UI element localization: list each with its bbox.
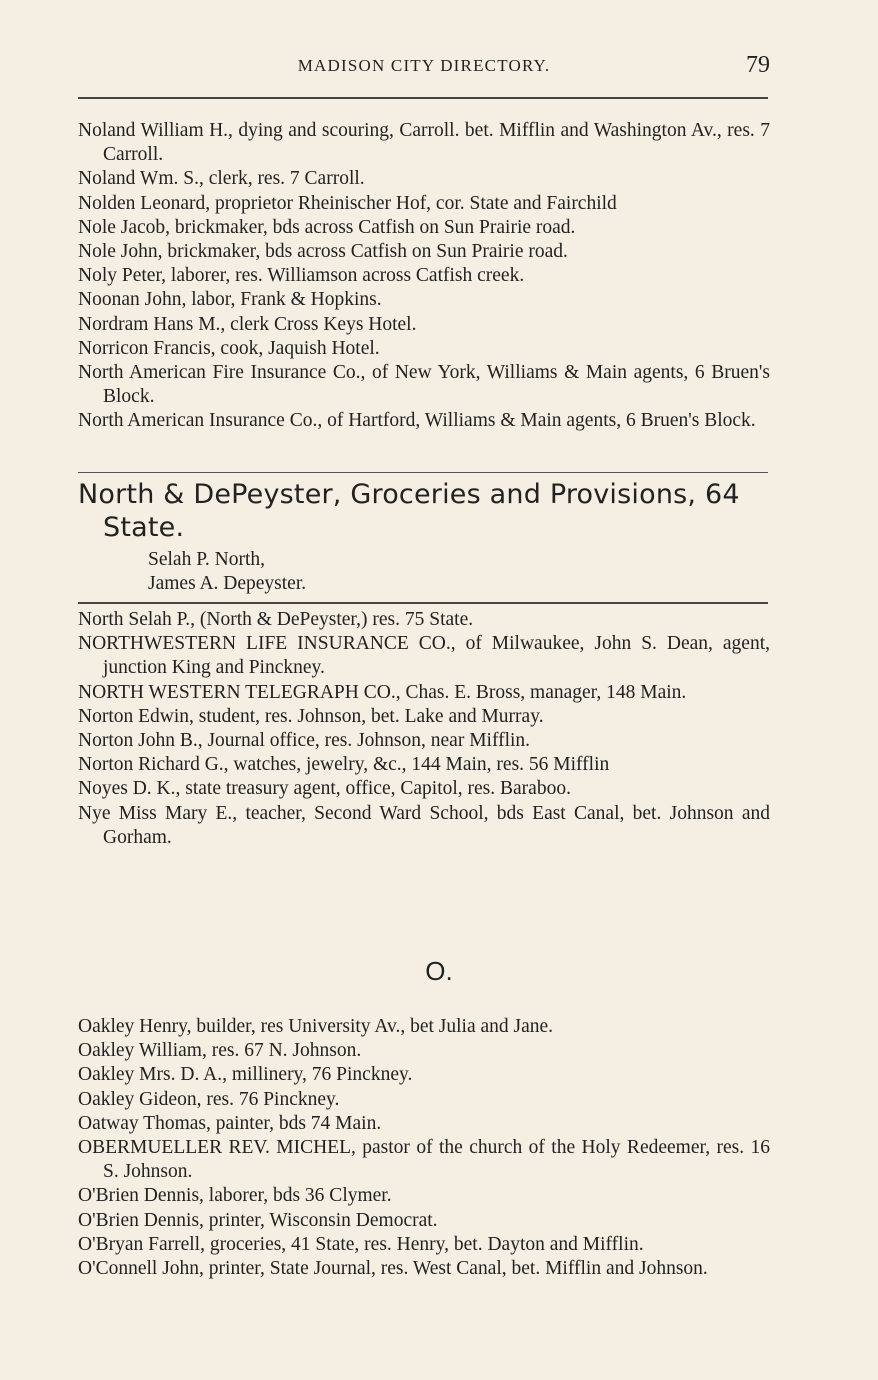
directory-entry: Nordram Hans M., clerk Cross Keys Hotel. bbox=[78, 313, 417, 335]
directory-entry: Noyes D. K., state treasury agent, office, Capitol, res. Baraboo. bbox=[78, 778, 571, 800]
directory-entry: OBERMUELLER REV. MICHEL, pastor of the church of the Holy Redeemer, res. 16 S. Johnson. bbox=[78, 1137, 770, 1183]
directory-entry: NORTHWESTERN LIFE INSURANCE CO., of Milwaukee, John S. Dean, agent, junction King and Pinckney. bbox=[78, 633, 770, 679]
directory-entry: Nole John, brickmaker, bds across Catfish on Sun Prairie road. bbox=[78, 241, 568, 263]
entries-n2-list bbox=[78, 608, 770, 850]
directory-entry: O'Brien Dennis, laborer, bds 36 Clymer. bbox=[78, 1185, 392, 1207]
directory-entry: Nye Miss Mary E., teacher, Second Ward School, bds East Canal, bet. Johnson and Gorham. bbox=[78, 802, 770, 848]
directory-entry: Nole Jacob, brickmaker, bds across Catfish on Sun Prairie road. bbox=[78, 216, 576, 238]
directory-entry: North Selah P., (North & DePeyster,) res. 75 State. bbox=[78, 609, 474, 630]
directory-entry: O'Brien Dennis, printer, Wisconsin Democrat. bbox=[78, 1209, 438, 1231]
section-heading-o: O. bbox=[425, 956, 453, 986]
directory-entry: North American Fire Insurance Co., of New York, Williams & Main agents, 6 Bruen's Block. bbox=[78, 362, 770, 408]
page-header bbox=[78, 52, 770, 82]
running-head: MADISON CITY DIRECTORY. bbox=[297, 56, 551, 75]
advert-bottom-rule bbox=[78, 602, 768, 604]
directory-entry: Norricon Francis, cook, Jaquish Hotel. bbox=[78, 337, 380, 359]
directory-entry: Nolden Leonard, proprietor Rheinischer Hof, cor. State and Fairchild bbox=[78, 192, 617, 214]
directory-entry: Noland William H., dying and scouring, Carroll. bet. Mifflin and Washington Av., res. 7 Carroll. bbox=[78, 120, 770, 166]
advertisement bbox=[78, 478, 770, 596]
directory-entry: Oakley William, res. 67 N. Johnson. bbox=[78, 1040, 362, 1062]
directory-entry: NORTH WESTERN TELEGRAPH CO., Chas. E. Bross, manager, 148 Main. bbox=[78, 681, 687, 703]
advert-partner: James A. Depeyster. bbox=[148, 573, 307, 594]
directory-entry: Oakley Henry, builder, res University Av., bet Julia and Jane. bbox=[78, 1016, 554, 1037]
header-rule bbox=[78, 97, 768, 99]
entries-o-list bbox=[78, 1015, 770, 1281]
directory-entry: North American Insurance Co., of Hartford, Williams & Main agents, 6 Bruen's Block. bbox=[78, 410, 756, 432]
advert-top-rule bbox=[78, 472, 768, 473]
directory-entry: O'Connell John, printer, State Journal, res. West Canal, bet. Mifflin and Johnson. bbox=[78, 1258, 708, 1280]
advert-title: North & DePeyster, Groceries and Provisions, 64 State. bbox=[78, 479, 740, 543]
directory-entry: Norton Richard G., watches, jewelry, &c., 144 Main, res. 56 Mifflin bbox=[78, 754, 610, 776]
advert-partner: Selah P. North, bbox=[148, 549, 265, 570]
directory-entry: Norton Edwin, student, res. Johnson, bet. Lake and Murray. bbox=[78, 705, 544, 727]
entries-n-list bbox=[78, 119, 770, 434]
directory-entry: Norton John B., Journal office, res. Johnson, near Mifflin. bbox=[78, 730, 531, 752]
directory-entry: Oatway Thomas, painter, bds 74 Main. bbox=[78, 1112, 382, 1134]
directory-entry: Noonan John, labor, Frank & Hopkins. bbox=[78, 289, 382, 311]
directory-entry: Oakley Mrs. D. A., millinery, 76 Pinckney. bbox=[78, 1064, 413, 1086]
directory-entry: Noly Peter, laborer, res. Williamson across Catfish creek. bbox=[78, 265, 525, 287]
page-number: 79 bbox=[746, 52, 770, 78]
directory-entry: O'Bryan Farrell, groceries, 41 State, res. Henry, bet. Dayton and Mifflin. bbox=[78, 1233, 644, 1255]
directory-entry: Oakley Gideon, res. 76 Pinckney. bbox=[78, 1088, 340, 1110]
directory-entry: Noland Wm. S., clerk, res. 7 Carroll. bbox=[78, 168, 365, 190]
